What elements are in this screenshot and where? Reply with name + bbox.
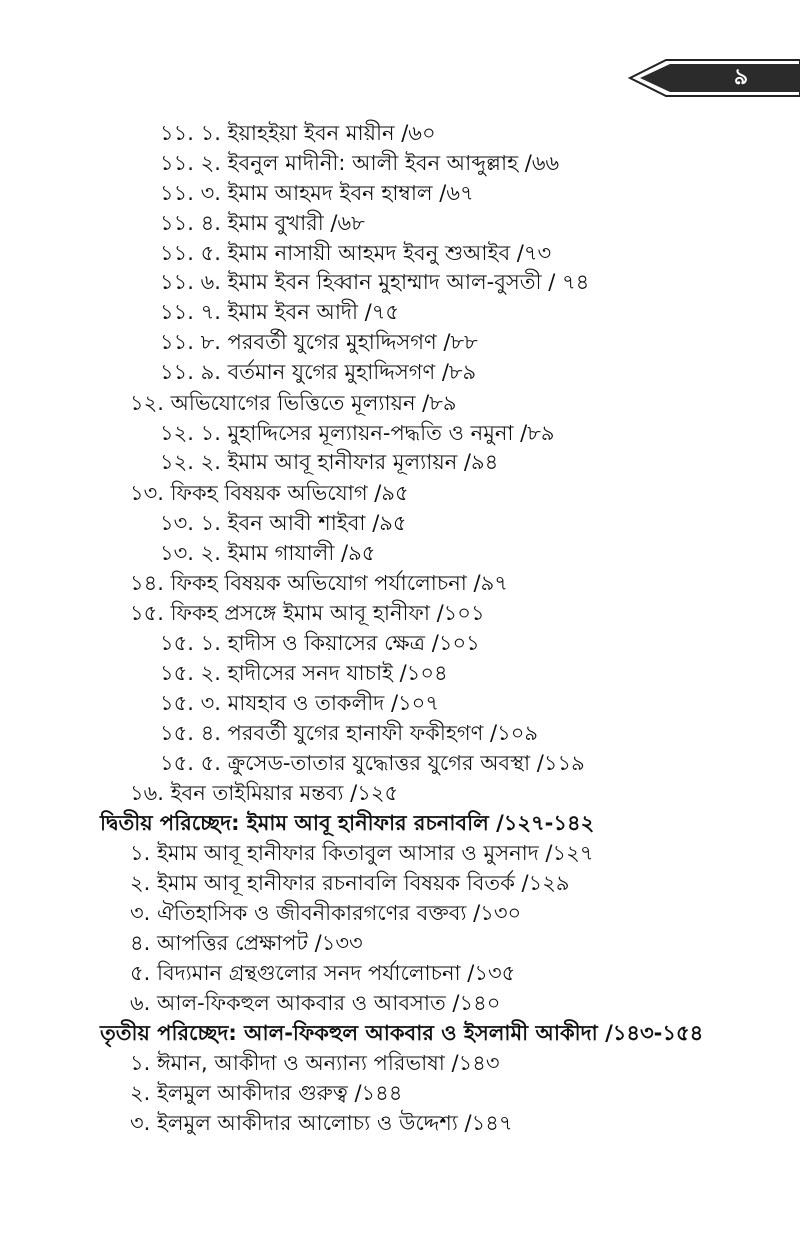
toc-section[interactable]: ১৫. ফিকহ প্রসঙ্গে ইমাম আবূ হানীফা /১০১ xyxy=(130,601,485,625)
toc-section[interactable]: ৬. আল-ফিকহুল আকবার ও আবসাত /১৪০ xyxy=(130,991,501,1015)
toc-section[interactable]: ৪. আপত্তির প্রেক্ষাপট /১৩৩ xyxy=(130,931,363,955)
chapter-heading[interactable]: তৃতীয় পরিচ্ছেদ: আল-ফিকহুল আকবার ও ইসলামী আকীদা /১৪৩-১৫৪ xyxy=(100,1021,704,1045)
toc-section[interactable]: ১. ইমাম আবূ হানীফার কিতাবুল আসার ও মুসনাদ /১২৭ xyxy=(130,841,594,865)
toc-entry[interactable]: ১১. ৯. বর্তমান যুগের মুহাদ্দিসগণ /৮৯ xyxy=(160,360,477,384)
toc-entry[interactable]: ১৫. ৪. পরবর্তী যুগের হানাফী ফকীহগণ /১০৯ xyxy=(160,721,539,745)
toc-entry[interactable]: ১৩. ১. ইবন আবী শাইবা /৯৫ xyxy=(160,511,407,535)
toc-entry[interactable]: ১৫. ১. হাদীস ও কিয়াসের ক্ষেত্র /১০১ xyxy=(160,631,480,655)
toc-section[interactable]: ১২. অভিযোগের ভিত্তিতে মূল্যায়ন /৮৯ xyxy=(130,391,457,415)
toc-entry[interactable]: ১২. ১. মুহাদ্দিসের মূল্যায়ন-পদ্ধতি ও নমুনা /৮৯ xyxy=(160,421,555,445)
toc-entry[interactable]: ১২. ২. ইমাম আবূ হানীফার মূল্যায়ন /৯৪ xyxy=(160,450,499,474)
toc-entry[interactable]: ১১. ৩. ইমাম আহমদ ইবন হাম্বাল /৬৭ xyxy=(160,181,474,205)
toc-section[interactable]: ১. ঈমান, আকীদা ও অন্যান্য পরিভাষা /১৪৩ xyxy=(130,1051,500,1075)
toc-entry[interactable]: ১৫. ৫. ক্রুসেড-তাতার যুদ্ধোত্তর যুগের অবস্থা /১১৯ xyxy=(160,751,585,775)
chapter-heading[interactable]: দ্বিতীয় পরিচ্ছেদ: ইমাম আবূ হানীফার রচনাবলি /১২৭-১৪২ xyxy=(100,811,595,835)
toc-entry[interactable]: ১১. ২. ইবনুল মাদীনী: আলী ইবন আব্দুল্লাহ /৬৬ xyxy=(160,151,560,175)
toc-section[interactable]: ৩. ঐতিহাসিক ও জীবনীকারগণের বক্তব্য /১৩০ xyxy=(130,901,522,925)
toc-section[interactable]: ১৪. ফিকহ বিষয়ক অভিযোগ পর্যালোচনা /৯৭ xyxy=(130,571,508,595)
toc-section[interactable]: ২. ইলমুল আকীদার গুরুত্ব /১৪৪ xyxy=(130,1081,403,1105)
toc-entry[interactable]: ১৩. ২. ইমাম গাযালী /৯৫ xyxy=(160,541,376,565)
toc-entry[interactable]: ১১. ৭. ইমাম ইবন আদী /৭৫ xyxy=(160,300,400,324)
toc-entry[interactable]: ১১. ৫. ইমাম নাসায়ী আহমদ ইবনু শুআইব /৭৩ xyxy=(160,241,552,265)
toc-section[interactable]: ১৬. ইবন তাইমিয়ার মন্তব্য /১২৫ xyxy=(130,781,399,805)
page-number-tab xyxy=(626,58,800,98)
toc-entry[interactable]: ১১. ১. ইয়াহইয়া ইবন মায়ীন /৬০ xyxy=(160,121,436,145)
toc-section[interactable]: ১৩. ফিকহ বিষয়ক অভিযোগ /৯৫ xyxy=(130,481,409,505)
toc-entry[interactable]: ১৫. ৩. মাযহাব ও তাকলীদ /১০৭ xyxy=(160,691,439,715)
toc-entry[interactable]: ১১. ৪. ইমাম বুখারী /৬৮ xyxy=(160,211,365,235)
toc-section[interactable]: ২. ইমাম আবূ হানীফার রচনাবলি বিষয়ক বিতর্ক /১২৯ xyxy=(130,871,570,895)
toc-section[interactable]: ৩. ইলমুল আকীদার আলোচ্য ও উদ্দেশ্য /১৪৭ xyxy=(130,1111,513,1135)
toc-entry[interactable]: ১১. ৬. ইমাম ইবন হিব্বান মুহাম্মাদ আল-বুসতী / ৭৪ xyxy=(160,270,590,294)
toc-section[interactable]: ৫. বিদ্যমান গ্রন্থগুলোর সনদ পর্যালোচনা /১৩৫ xyxy=(130,961,516,985)
toc-entry[interactable]: ১১. ৮. পরবর্তী যুগের মুহাদ্দিসগণ /৮৮ xyxy=(160,330,478,354)
toc-entry[interactable]: ১৫. ২. হাদীসের সনদ যাচাই /১০৪ xyxy=(160,661,448,685)
page-number: ৯ xyxy=(733,65,749,90)
